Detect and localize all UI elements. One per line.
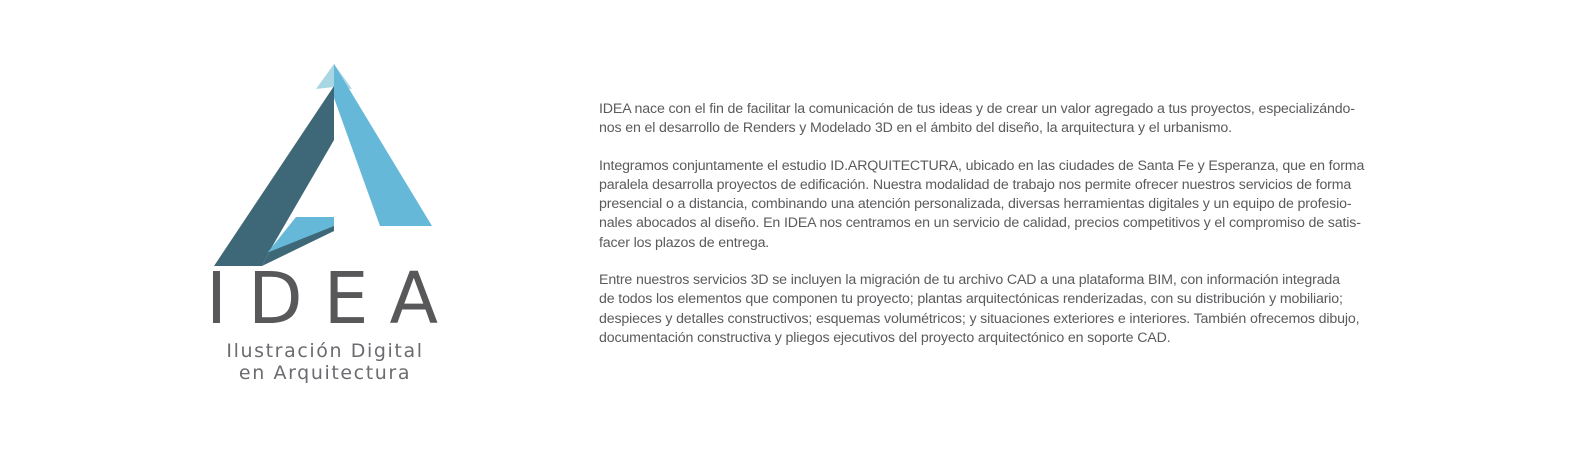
- about-paragraph-2: [599, 157, 1389, 253]
- text-line: presencial o a distancia, combinando una atención personalizada, diversas herramientas digitales y un equipo de profesio-: [599, 196, 1352, 213]
- text-line: de todos los elementos que componen tu proyecto; plantas arquitectónicas renderizadas, con su distribución y mobiliario;: [599, 291, 1343, 308]
- about-paragraph-3: [599, 271, 1389, 348]
- text-line: nales abocados al diseño. En IDEA nos centramos en un servicio de calidad, precios competitivos y el compromiso de satis-: [599, 215, 1361, 232]
- text-line: IDEA nace con el fin de facilitar la comunicación de tus ideas y de crear un valor agregado a tus proyectos, especializándo-: [599, 101, 1355, 117]
- text-line: documentación constructiva y pliegos ejecutivos del proyecto arquitectónico en soporte CAD.: [599, 329, 1171, 346]
- brand-tagline-line-2: en Arquitectura: [238, 362, 412, 384]
- brand-tagline-line-1: Ilustración Digital: [226, 340, 424, 362]
- about-paragraph-1: [599, 100, 1389, 139]
- about-text: [599, 100, 1389, 366]
- text-line: nos en el desarrollo de Renders y Modelado 3D en el ámbito del diseño, la arquitectura y el urbanismo.: [599, 120, 1232, 137]
- logo-a-mark-icon: [212, 62, 434, 268]
- brand-wordmark: IDEA: [206, 257, 460, 340]
- text-line: despieces y detalles constructivos; esquemas volumétricos; y situaciones exteriores e interiores. También ofrecemos dibujo,: [599, 310, 1360, 327]
- brand-tagline: [200, 340, 450, 384]
- text-line: Entre nuestros servicios 3D se incluyen la migración de tu archivo CAD a una plataforma BIM, con información integrada: [599, 272, 1340, 289]
- brand-logo: [200, 56, 460, 396]
- text-line: facer los plazos de entrega.: [599, 234, 770, 251]
- text-line: paralela desarrolla proyectos de edificación. Nuestra modalidad de trabajo nos permite ofrecer nuestros servicios de forma: [599, 176, 1352, 193]
- text-line: Integramos conjuntamente el estudio ID.ARQUITECTURA, ubicado en las ciudades de Santa Fe y Esperanza, que en forma: [599, 157, 1365, 174]
